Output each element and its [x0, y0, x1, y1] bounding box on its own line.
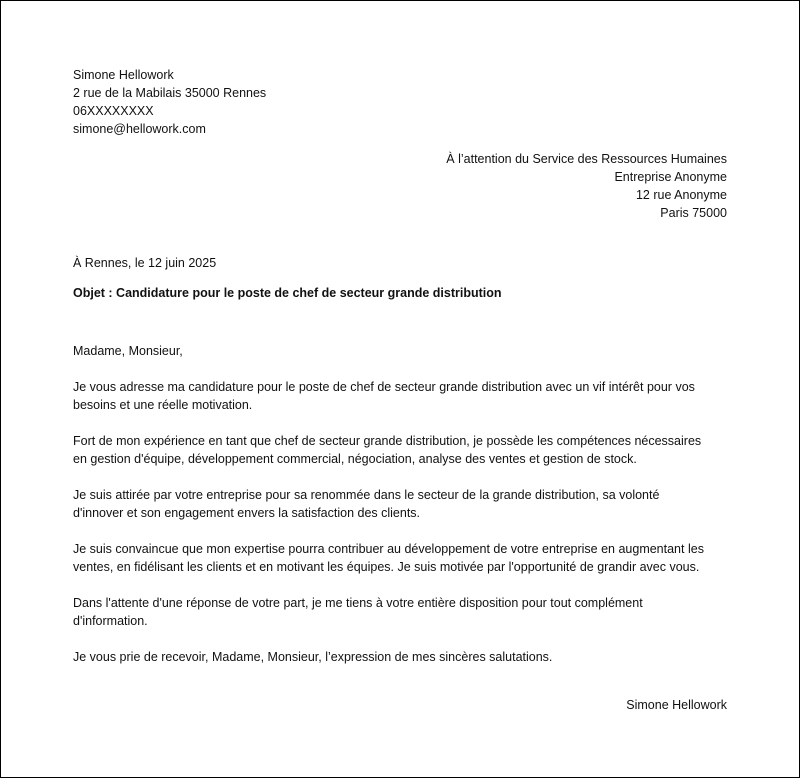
paragraph-line: d'innover et son engagement envers la satisfaction des clients.	[73, 506, 421, 520]
paragraph-line: Je vous adresse ma candidature pour le poste de chef de secteur grande distribution avec un vif intérêt pour vos	[73, 380, 695, 394]
paragraph-line: Je vous prie de recevoir, Madame, Monsieur, l’expression de mes sincères salutations.	[73, 650, 553, 664]
sender-address: 2 rue de la Mabilais 35000 Rennes	[73, 86, 267, 100]
paragraph-2	[73, 432, 733, 468]
recipient-block	[446, 150, 727, 222]
salutation: Madame, Monsieur,	[73, 344, 183, 358]
closing-paragraph	[73, 648, 733, 666]
paragraph-line: Fort de mon expérience en tant que chef de secteur grande distribution, je possède les compétences nécessaires	[73, 434, 702, 448]
sender-email: simone@hellowork.com	[73, 122, 206, 136]
paragraph-line: ventes, en fidélisant les clients et en motivant les équipes. Je suis motivée par l'opportunité de grandir avec vous.	[73, 560, 700, 574]
letter-date: À Rennes, le 12 juin 2025	[73, 256, 217, 270]
paragraph-1	[73, 378, 733, 414]
sender-block	[73, 66, 266, 138]
recipient-street: 12 rue Anonyme	[635, 188, 727, 202]
recipient-company: Entreprise Anonyme	[614, 170, 727, 184]
letter-body	[73, 342, 733, 684]
paragraph-3	[73, 486, 733, 522]
paragraph-line: d'information.	[73, 614, 148, 628]
recipient-city: Paris 75000	[660, 206, 727, 220]
paragraph-line: en gestion d'équipe, développement commercial, négociation, analyse des ventes et gestion de stock.	[73, 452, 637, 466]
recipient-attention: À l’attention du Service des Ressources Humaines	[446, 152, 727, 166]
paragraph-5	[73, 594, 733, 630]
paragraph-line: Je suis attirée par votre entreprise pour sa renommée dans le secteur de la grande distribution, sa volonté	[73, 488, 660, 502]
paragraph-line: Je suis convaincue que mon expertise pourra contribuer au développement de votre entreprise en augmentant les	[73, 542, 704, 556]
sender-name: Simone Hellowork	[73, 68, 174, 82]
sender-phone: 06XXXXXXXX	[73, 104, 154, 118]
paragraph-line: Dans l'attente d'une réponse de votre part, je me tiens à votre entière disposition pour tout complément	[73, 596, 643, 610]
letter-subject: Objet : Candidature pour le poste de chef de secteur grande distribution	[73, 286, 502, 300]
paragraph-line: besoins et une réelle motivation.	[73, 398, 253, 412]
paragraph-4	[73, 540, 733, 576]
signature: Simone Hellowork	[626, 698, 727, 712]
